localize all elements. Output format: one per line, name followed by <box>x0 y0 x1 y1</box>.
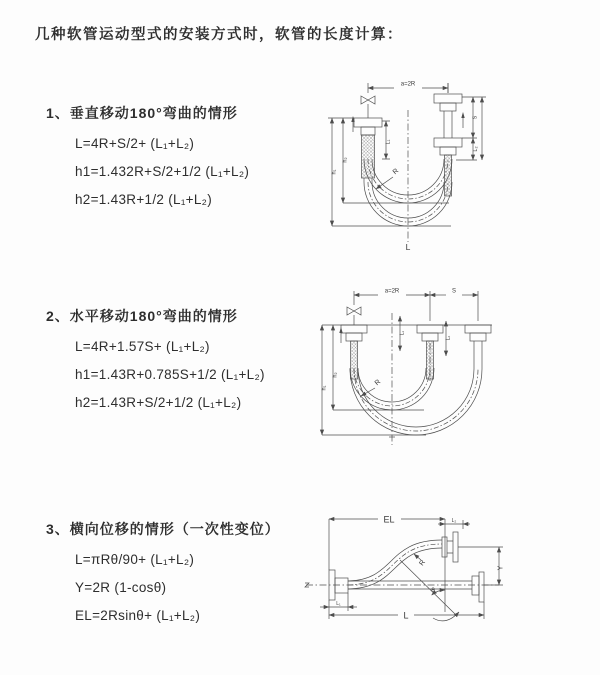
formula-l: L=πRθ/90+ (L₁+L₂) <box>75 552 195 567</box>
valve-icon <box>361 96 375 118</box>
section-2-heading: 2、水平移动180°弯曲的情形 <box>46 308 238 324</box>
lateral-displacement-diagram <box>300 500 600 655</box>
dim-label-l1: L₁ <box>336 601 341 607</box>
dim-label-h2: h₂ <box>332 372 339 378</box>
formula-h1: h1=1.432R+S/2+1/2 (L₁+L₂) <box>75 164 250 179</box>
diagram-linework <box>328 83 486 242</box>
dim-label-r: R <box>373 378 383 388</box>
formula-h2: h2=1.43R+1/2 (L₁+L₂) <box>75 192 213 207</box>
formula-h1: h1=1.43R+0.785S+1/2 (L₁+L₂) <box>75 367 265 382</box>
dim-label-l: L <box>403 610 409 621</box>
dim-label-y: Y <box>497 565 505 571</box>
dim-label-el: EL <box>383 514 395 525</box>
section-horizontal-movement <box>46 306 265 417</box>
dim-label-s: S <box>472 115 479 120</box>
angle-label-theta: θ <box>431 587 435 594</box>
formula-l: L=4R+1.57S+ (L₁+L₂) <box>75 339 210 354</box>
formula-h2: h2=1.43R+S/2+1/2 (L₁+L₂) <box>75 395 242 410</box>
page-title: 几种软管运动型式的安装方式时，软管的长度计算： <box>35 27 403 43</box>
dim-label-h1: h₁ <box>331 169 338 175</box>
horizontal-bend-diagram <box>308 283 600 468</box>
dim-label-span: a=2R <box>384 288 400 295</box>
dim-label-r: R <box>391 167 401 177</box>
formula-l: L=4R+S/2+ (L₁+L₂) <box>75 136 195 151</box>
dim-label-l2: L₂ <box>451 518 457 524</box>
vertical-bend-diagram <box>320 70 600 265</box>
section-1-heading: 1、垂直移动180°弯曲的情形 <box>46 105 238 121</box>
diagram-linework <box>322 288 492 445</box>
section-3-heading: 3、横向位移的情形（一次性变位） <box>46 521 280 537</box>
dim-label-r: R <box>418 559 428 568</box>
dim-label-l: L <box>405 242 411 252</box>
formula-y: Y=2R (1-cosθ) <box>75 580 167 595</box>
dim-label-h2: h₂ <box>342 157 349 163</box>
dim-label-s: S <box>451 288 457 295</box>
dim-label-l1: L₁ <box>399 330 406 336</box>
dim-label-l2: L₂ <box>445 335 452 341</box>
dim-label-h1: h₁ <box>321 385 328 391</box>
section-vertical-movement <box>46 103 249 214</box>
valve-icon <box>347 307 361 325</box>
diagram-linework <box>305 519 503 621</box>
section-lateral-displacement <box>46 519 280 630</box>
dim-label-span: a=2R <box>400 81 416 88</box>
dim-label-l2: L₂ <box>473 146 479 152</box>
formula-el: EL=2Rsinθ+ (L₁+L₂) <box>75 608 201 623</box>
dim-label-l1: L₁ <box>385 139 392 145</box>
